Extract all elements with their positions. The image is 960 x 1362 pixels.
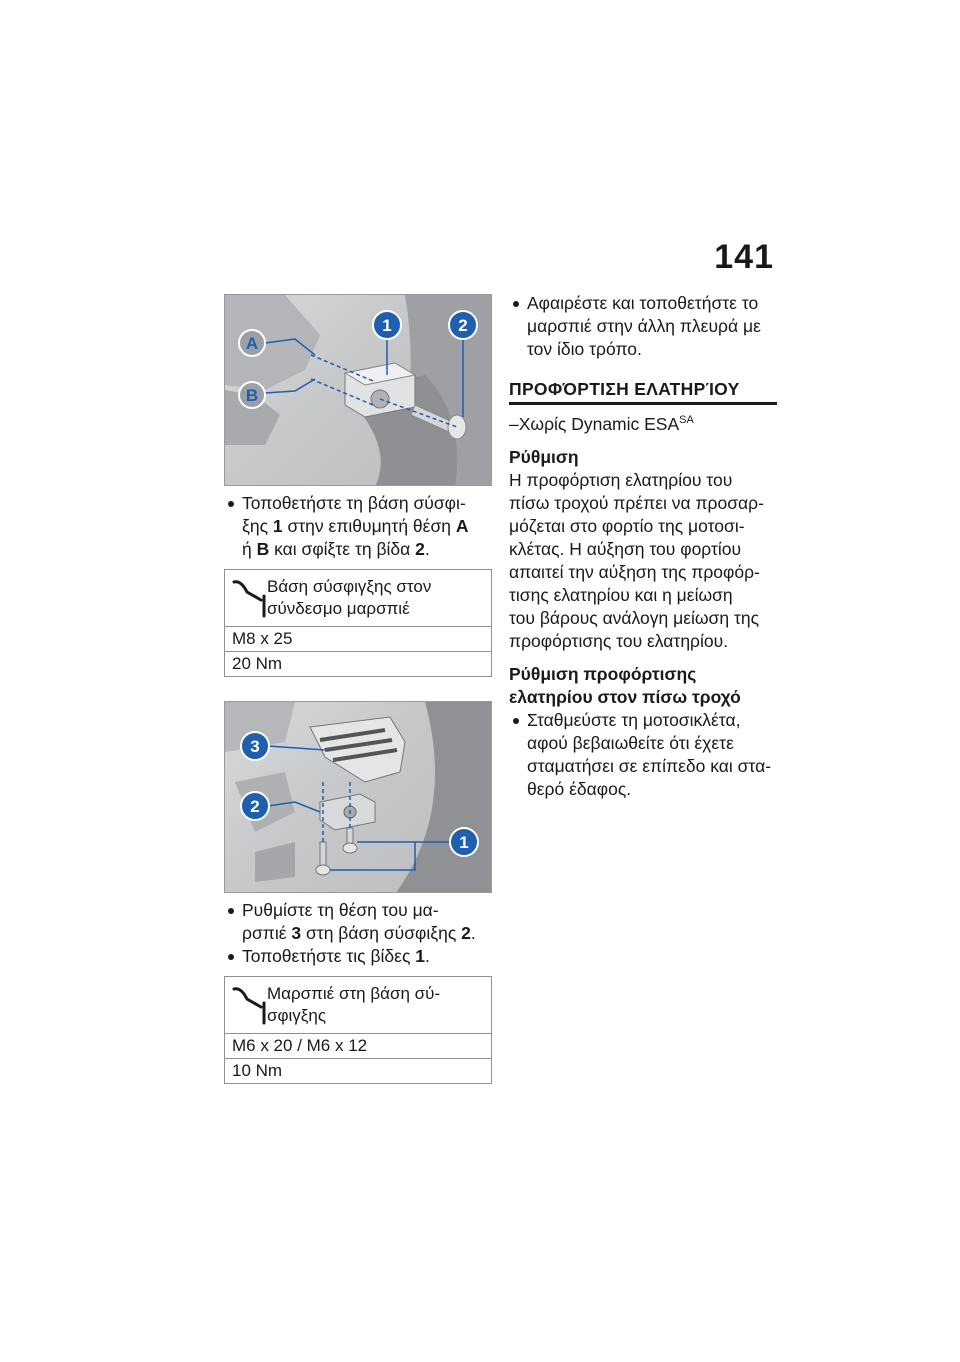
paragraph-line: Η προφόρτιση ελατηρίου του <box>509 469 733 490</box>
right-column <box>509 292 777 801</box>
step-ref-number: 1 <box>272 516 283 536</box>
step-text-part: μαρσπιέ στην άλλη πλευρά με <box>527 316 761 336</box>
paragraph-line: του βάρους ανάλογη μείωση της <box>509 607 760 628</box>
spec-torque: 20 Nm <box>225 652 492 677</box>
step-text-part: ή <box>242 539 257 559</box>
step-ref-number: 2 <box>415 539 425 559</box>
paragraph-line: πίσω τροχού πρέπει να προσαρ- <box>509 492 764 513</box>
variant-note <box>509 409 777 436</box>
step-text-part: στη βάση σύσφιξης <box>301 923 462 943</box>
label-1: 1 <box>459 833 469 852</box>
torque-wrench-icon <box>231 981 267 1025</box>
page-number: 141 <box>714 238 774 276</box>
mount-illustration <box>225 295 492 486</box>
step-ref-number: 1 <box>415 946 425 966</box>
step-park-motorcycle <box>509 709 777 801</box>
spec-torque: 10 Nm <box>225 1059 492 1084</box>
spec-title-line: Μαρσπιέ στη βάση σύ- <box>267 984 441 1003</box>
step-mount-position <box>224 492 492 561</box>
spec-title-line: Βάση σύσφιγξης στον <box>267 577 432 596</box>
footrest-illustration <box>225 702 492 893</box>
adjustment-text <box>509 469 777 653</box>
torque-wrench-icon <box>231 574 267 618</box>
label-1: 1 <box>382 316 392 335</box>
section-heading: ΠΡΟΦΌΡΤΙΣΗ ΕΛΑΤΗΡΊΟΥ <box>509 379 777 405</box>
heading-line: ελατηρίου στον πίσω τροχό <box>509 686 741 707</box>
step-other-side <box>509 292 777 361</box>
step-text-part: . <box>425 946 430 966</box>
spec-bolt-size: M8 x 25 <box>225 627 492 652</box>
step-ref-letter: A <box>455 516 469 536</box>
label-a: A <box>245 334 259 353</box>
spec-bolt-size: M6 x 20 / M6 x 12 <box>225 1034 492 1059</box>
step-text-part: Τοποθετήστε τη βάση σύσφι- <box>242 493 466 513</box>
paragraph-line: κλέτας. Η αύξηση του φορτίου <box>509 538 742 559</box>
label-3: 3 <box>250 737 260 756</box>
variant-text: –Χωρίς Dynamic ESA <box>509 413 680 434</box>
step-text-part: Τοποθετήστε τις βίδες <box>242 946 416 966</box>
spec-title <box>267 574 485 620</box>
step-adjust-footrest <box>224 899 492 945</box>
step-text-part: και σφίξτε τη βίδα <box>269 539 416 559</box>
step-text <box>224 945 492 968</box>
adjustment-heading: Ρύθμιση <box>509 446 579 467</box>
step-text-part: στην επιθυμητή θέση <box>282 516 456 536</box>
step-text-part: θερό έδαφος. <box>527 778 632 799</box>
step-text-part: σταματήσει σε επίπεδο και στα- <box>527 755 772 776</box>
step-ref-number: 3 <box>291 923 302 943</box>
step-text-part: Αφαιρέστε και τοποθετήστε το <box>527 293 759 313</box>
paragraph-line: προφόρτισης του ελατηρίου. <box>509 630 729 651</box>
step-text <box>224 899 492 945</box>
step-text-part: ρσπιέ <box>242 923 292 943</box>
torque-spec-table <box>224 976 492 1084</box>
figure-footrest-mount <box>224 294 492 486</box>
paragraph-line: απαιτεί την αύξηση της προφόρ- <box>509 561 760 582</box>
paragraph-line: τισης ελατηρίου και η μείωση <box>509 584 733 605</box>
step-text-part: Ρυθμίστε τη θέση του μα- <box>242 900 439 920</box>
figure-footrest-screws <box>224 701 492 893</box>
step-text-part: αφού βεβαιωθείτε ότι έχετε <box>527 732 734 753</box>
step-install-screws <box>224 945 492 968</box>
step-text-part: . <box>424 539 430 559</box>
label-2: 2 <box>458 316 468 335</box>
spec-title <box>267 981 485 1027</box>
variant-sup: SA <box>679 414 694 426</box>
label-b: B <box>245 386 259 405</box>
torque-spec-table <box>224 569 492 677</box>
rear-preload-heading <box>509 663 777 709</box>
label-2: 2 <box>250 797 260 816</box>
step-text-part: ξης <box>242 516 273 536</box>
step-text-part: . <box>470 923 476 943</box>
step-ref-letter: B <box>256 539 270 559</box>
step-ref-number: 2 <box>461 923 471 943</box>
step-text-part: Σταθμεύστε τη μοτοσικλέτα, <box>527 709 741 730</box>
spec-title-line: σφιγξης <box>267 1006 327 1025</box>
left-column <box>224 294 492 1084</box>
step-text-part: τον ίδιο τρόπο. <box>527 339 642 359</box>
paragraph-line: μόζεται στο φορτίο της μοτοσι- <box>509 515 745 536</box>
heading-line: Ρύθμιση προφόρτισης <box>509 663 697 684</box>
step-text <box>224 492 492 561</box>
spec-title-line: σύνδεσμο μαρσπιέ <box>267 599 410 618</box>
